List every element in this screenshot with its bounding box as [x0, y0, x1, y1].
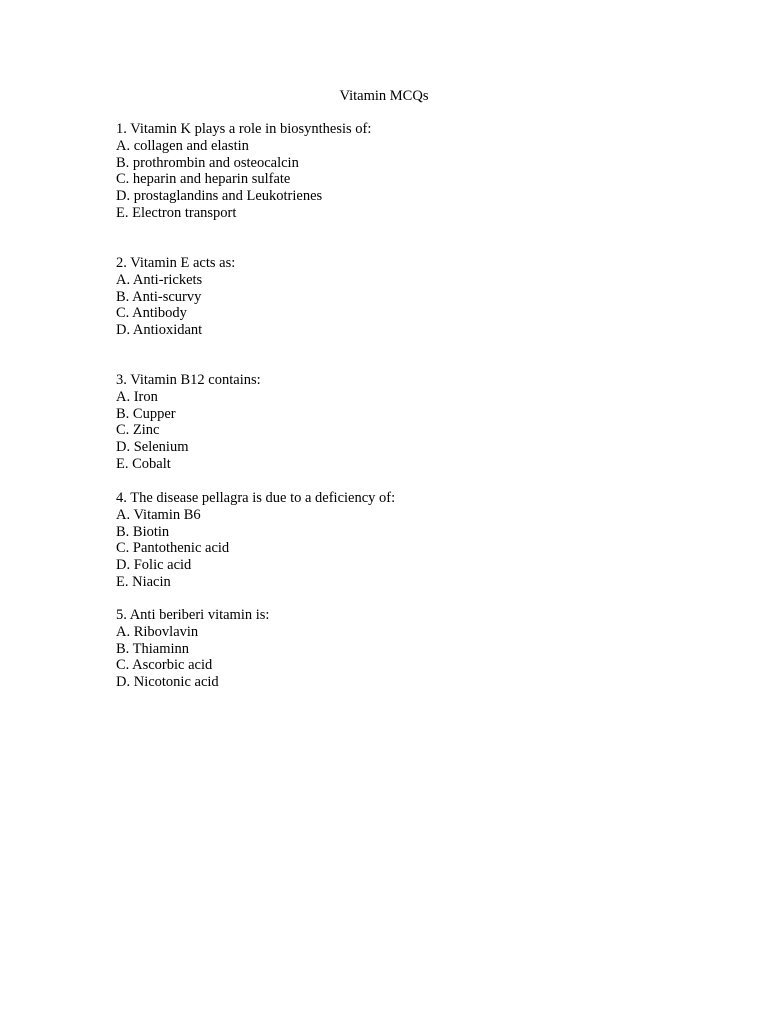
answer-option: B. Thiaminn	[116, 640, 190, 657]
answer-option: E. Electron transport	[116, 204, 237, 221]
answer-option: D. Antioxidant	[116, 322, 203, 339]
answer-option: B. Biotin	[116, 523, 170, 540]
question-text: 1. Vitamin K plays a role in biosynthesis of:	[116, 121, 372, 137]
answer-option: B. Anti-scurvy	[116, 288, 202, 305]
answer-option: C. Ascorbic acid	[116, 657, 213, 674]
question-text: 3. Vitamin B12 contains:	[116, 372, 261, 388]
question-1	[116, 121, 371, 222]
answer-option: E. Cobalt	[116, 455, 171, 472]
answer-option: A. Iron	[116, 388, 158, 405]
question-4	[116, 490, 395, 591]
answer-option: C. Zinc	[116, 422, 160, 439]
question-3	[116, 372, 261, 473]
answer-option: D. prostaglandins and Leukotrienes	[116, 188, 323, 205]
question-2	[116, 255, 235, 339]
answer-option: A. Vitamin B6	[116, 506, 201, 523]
answer-option: C. heparin and heparin sulfate	[116, 171, 291, 188]
answer-option: B. Cupper	[116, 405, 176, 422]
answer-option: D. Nicotonic acid	[116, 674, 219, 691]
answer-option: C. Pantothenic acid	[116, 540, 230, 557]
answer-option: B. prothrombin and osteocalcin	[116, 154, 299, 171]
question-text: 4. The disease pellagra is due to a deficiency of:	[116, 490, 396, 506]
answer-option: D. Selenium	[116, 439, 189, 456]
document-title: Vitamin MCQs	[339, 88, 429, 104]
answer-option: A. Ribovlavin	[116, 623, 199, 640]
answer-option: A. collagen and elastin	[116, 137, 249, 154]
question-5	[116, 607, 269, 691]
question-text: 5. Anti beriberi vitamin is:	[116, 607, 270, 623]
answer-option: D. Folic acid	[116, 557, 192, 574]
answer-option: C. Antibody	[116, 305, 187, 322]
answer-option: E. Niacin	[116, 573, 171, 590]
question-text: 2. Vitamin E acts as:	[116, 255, 236, 271]
answer-option: A. Anti-rickets	[116, 271, 203, 288]
